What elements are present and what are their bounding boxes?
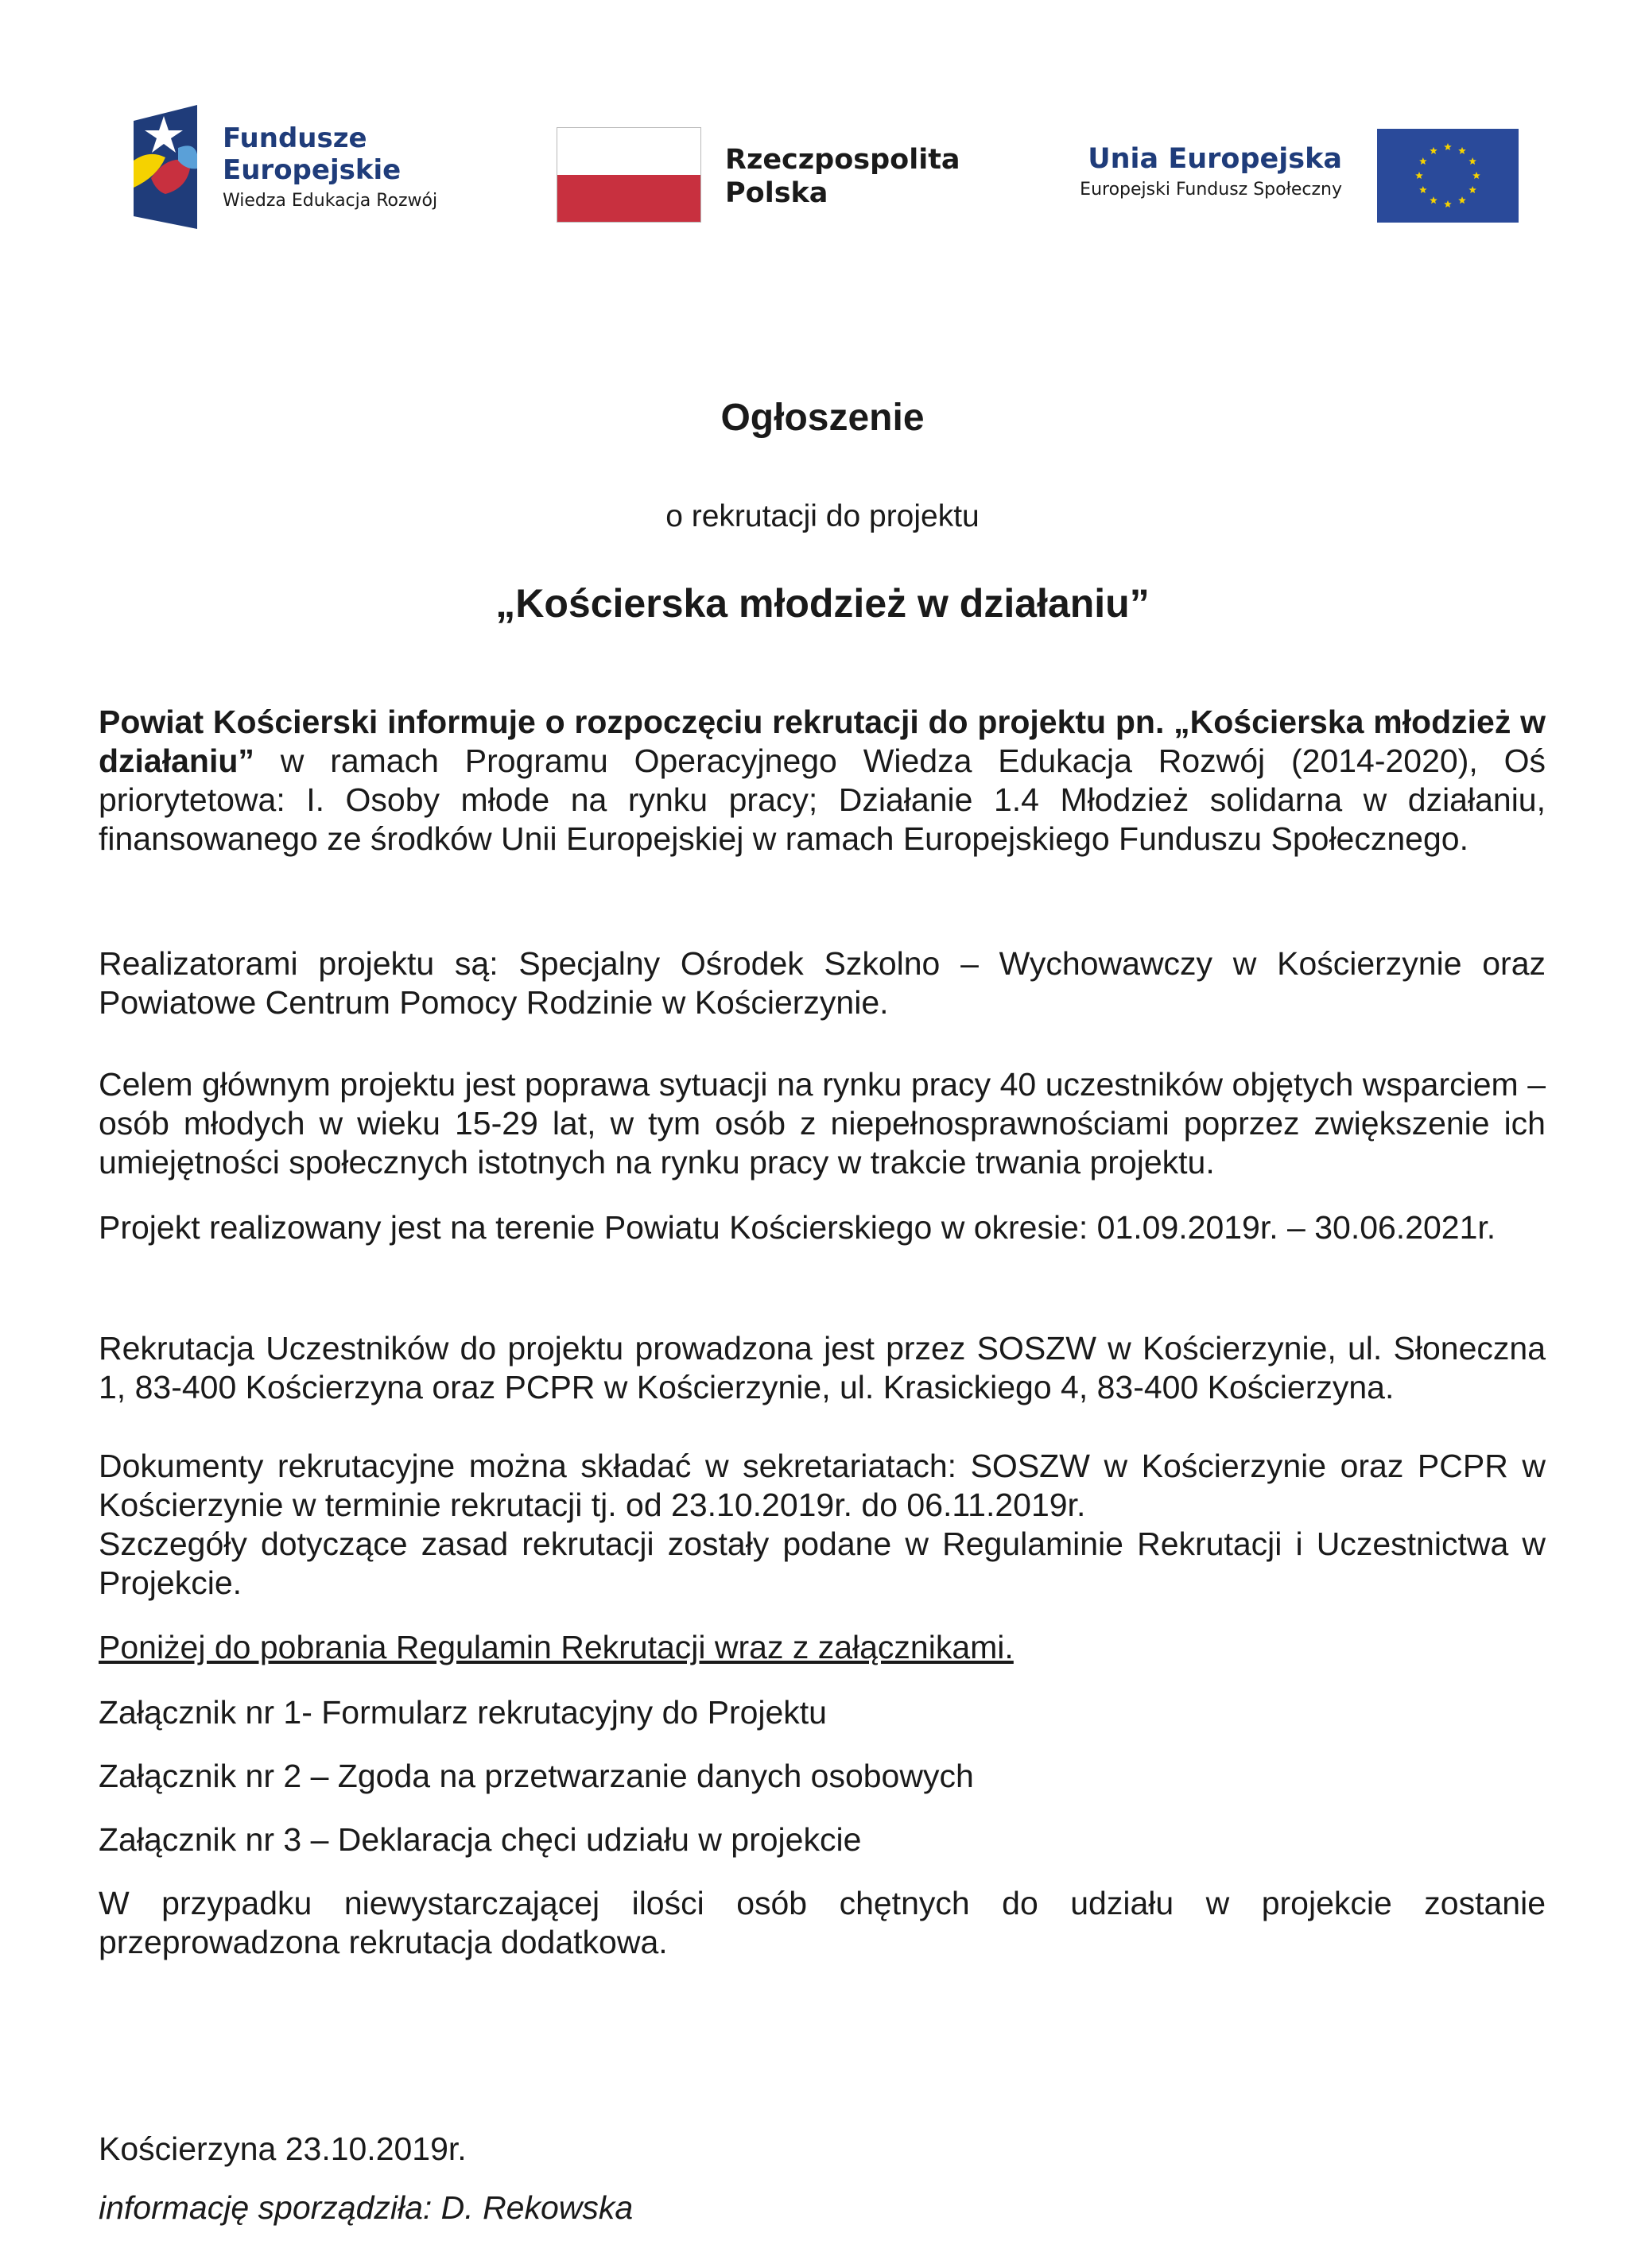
paragraph-goal: Celem głównym projektu jest poprawa sytuacji na rynku pracy 40 uczestników objętych wsparciem – osób młodych w wieku 15-29 lat, w tym osób z niepełnosprawnościami poprzez zwiększenie ich umiejętności społecznych istotnych na rynku pracy w trakcie trwania projektu. — [99, 1066, 1546, 1181]
author-note: informację sporządziła: D. Rekowska — [99, 2189, 634, 2226]
unia-europejska-logo — [1034, 129, 1519, 231]
page-title: Ogłoszenie — [720, 397, 925, 439]
pl-line1: Rzeczpospolita — [725, 144, 960, 176]
paragraph-details: Szczegóły dotyczące zasad rekrutacji zostały podane w Regulaminie Rekrutacji i Uczestnictwa w Projekcie. — [99, 1526, 1546, 1601]
intro-rest: w ramach Programu Operacyjnego Wiedza Edukacja Rozwój (2014-2020), Oś priorytetowa: I. Osoby młode na rynku pracy; Działanie 1.4 Młodzież solidarna w działaniu, finansowanego ze środków Unii Europejskiej w ramach Europejskiego Funduszu Społecznego. — [99, 742, 1546, 857]
paragraph-documents: Dokumenty rekrutacyjne można składać w sekretariatach: SOSZW w Kościerzynie oraz PCPR w Kościerzynie w terminie rekrutacji tj. od 23.10.2019r. do 06.11.2019r. — [99, 1448, 1546, 1523]
attachment-2[interactable]: Załącznik nr 2 – Zgoda na przetwarzanie danych osobowych — [99, 1758, 974, 1794]
fundusze-europejskie-logo — [134, 105, 499, 232]
place-date: Kościerzyna 23.10.2019r. — [99, 2130, 467, 2167]
fe-line3: Wiedza Edukacja Rozwój — [223, 191, 438, 211]
fe-line1: Fundusze — [223, 122, 367, 154]
ue-line1: Unia Europejska — [1088, 143, 1342, 175]
logo-bar — [0, 0, 1645, 254]
paragraph-realizers: Realizatorami projektu są: Specjalny Ośrodek Szkolno – Wychowawczy w Kościerzynie oraz Powiatowe Centrum Pomocy Rodzinie w Kościerzynie. — [99, 945, 1546, 1021]
rzeczpospolita-polska-logo — [557, 127, 1002, 223]
pl-line2: Polska — [725, 177, 828, 209]
ue-line2: Europejski Fundusz Społeczny — [1080, 180, 1342, 200]
attachment-1[interactable]: Załącznik nr 1- Formularz rekrutacyjny do Projektu — [99, 1694, 827, 1731]
page-subtitle: o rekrutacji do projektu — [665, 499, 980, 533]
attachment-3[interactable]: Załącznik nr 3 – Deklaracja chęci udziału w projekcie — [99, 1821, 862, 1858]
fundusze-europejskie-icon — [134, 105, 197, 229]
paragraph-recruitment: Rekrutacja Uczestników do projektu prowadzona jest przez SOSZW w Kościerzynie, ul. Słoneczna 1, 83-400 Kościerzyna oraz PCPR w Kościerzynie, ul. Krasickiego 4, 83-400 Kościerzyna. — [99, 1330, 1546, 1405]
paragraph-additional: W przypadku niewystarczającej ilości osób chętnych do udziału w projekcie zostanie przeprowadzona rekrutacja dodatkowa. — [99, 1885, 1546, 1960]
polish-flag-icon — [557, 127, 701, 223]
fe-line2: Europejskie — [223, 154, 402, 186]
eu-flag-icon — [1377, 129, 1519, 223]
paragraph-intro — [99, 703, 1546, 859]
paragraph-period: Projekt realizowany jest na terenie Powiatu Kościerskiego w okresie: 01.09.2019r. – 30.06.2021r. — [99, 1209, 1496, 1246]
project-name: „Kościerska młodzież w działaniu” — [495, 581, 1150, 626]
intro-bold: Powiat Kościerski informuje o rozpoczęciu rekrutacji do projektu pn. „Kościerska młodzież w działaniu” — [99, 704, 1546, 779]
download-link[interactable]: Poniżej do pobrania Regulamin Rekrutacji wraz z załącznikami. — [99, 1629, 1014, 1665]
